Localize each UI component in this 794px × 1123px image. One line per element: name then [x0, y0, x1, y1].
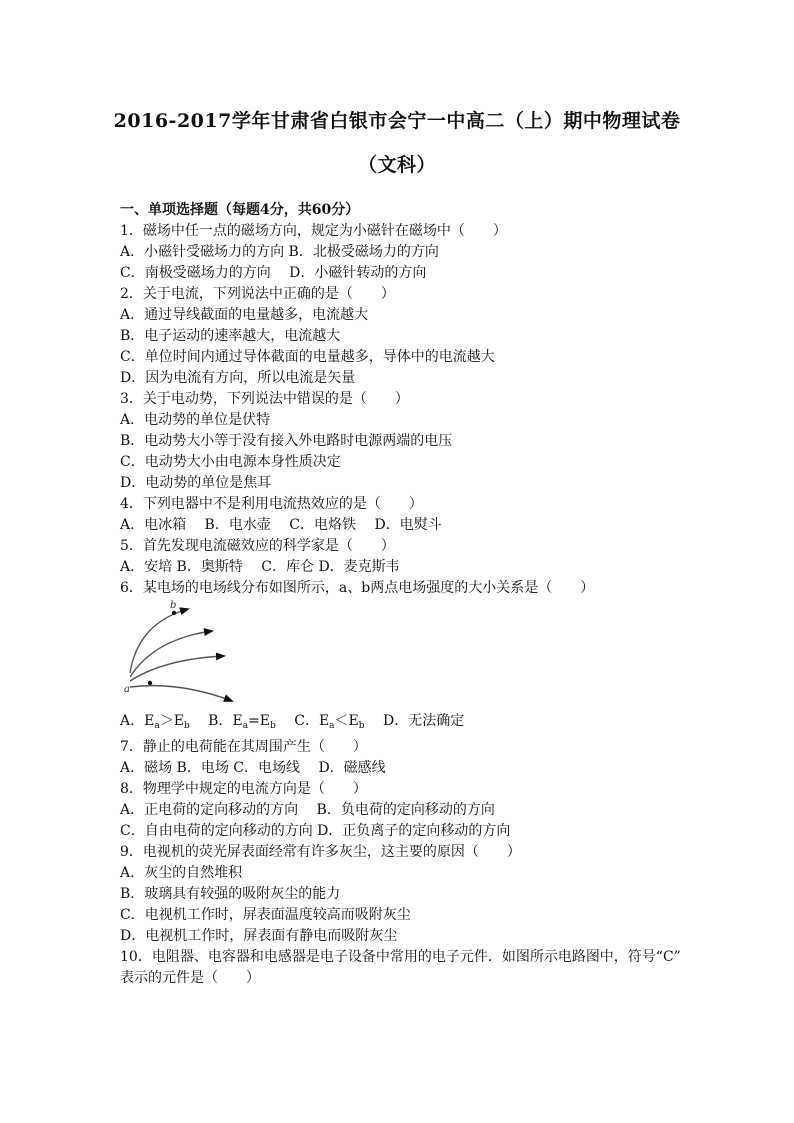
field-line-4 — [130, 686, 232, 701]
section-heading: 一、单项选择题（每题4分，共60分） — [120, 202, 360, 218]
question-4-options: A．电冰箱 B．电水壶 C．电烙铁 D．电熨斗 — [120, 517, 442, 533]
question-7-options: A．磁场 B．电场 C．电场线 D．磁感线 — [120, 760, 386, 776]
question-9-option-d: D．电视机工作时，屏表面有静电而吸附灰尘 — [120, 928, 398, 944]
question-3-option-b: B．电动势大小等于没有接入外电路时电源两端的电压 — [120, 433, 453, 449]
question-9-option-c: C．电视机工作时，屏表面温度较高而吸附灰尘 — [120, 907, 411, 923]
question-2-option-b: B．电子运动的速率越大，电流越大 — [120, 328, 341, 344]
exam-title: 2016-2017学年甘肃省白银市会宁一中高二（上）期中物理试卷 — [113, 110, 681, 132]
question-6-option-d: D．无法确定 — [383, 713, 465, 729]
question-9-stem: 9．电视机的荧光屏表面经常有许多灰尘，这主要的原因（ ） — [120, 844, 521, 860]
question-8-option-ab: A．正电荷的定向移动的方向 B．负电荷的定向移动的方向 — [120, 802, 495, 818]
question-9-option-b: B．玻璃具有较强的吸附灰尘的能力 — [120, 886, 341, 902]
question-3-option-c: C．电动势大小由电源本身性质决定 — [120, 454, 341, 470]
question-1-option-ab: A．小磁针受磁场力的方向 B．北极受磁场力的方向 — [120, 244, 439, 260]
question-3-stem: 3．关于电动势，下列说法中错误的是（ ） — [120, 391, 409, 407]
question-1-option-cd: C．南极受磁场力的方向 D．小磁针转动的方向 — [120, 265, 427, 281]
field-line-2 — [130, 631, 212, 677]
exam-content — [120, 200, 700, 989]
question-6-option-a: A．$E_a>E_b$ — [120, 713, 190, 731]
question-6-option-b: B．$E_a=E_b$ — [208, 713, 276, 731]
point-a-label: a — [124, 684, 130, 695]
question-2-option-a: A．通过导线截面的电量越多，电流越大 — [120, 307, 369, 323]
point-b-label: b — [170, 600, 177, 611]
field-line-1 — [130, 609, 188, 673]
question-3-option-d: D．电动势的单位是焦耳 — [120, 475, 272, 491]
question-6-stem: 6．某电场的电场线分布如图所示，a、b两点电场强度的大小关系是（ ） — [120, 580, 595, 596]
question-6-options — [120, 711, 700, 737]
question-1-stem: 1．磁场中任一点的磁场方向，规定为小磁针在磁场中（ ） — [120, 223, 507, 239]
question-4-stem: 4．下列电器中不是利用电流热效应的是（ ） — [120, 496, 423, 512]
question-2-option-c: C．单位时间内通过导体截面的电量越多，导体中的电流越大 — [120, 349, 495, 365]
question-8-stem: 8．物理学中规定的电流方向是（ ） — [120, 781, 367, 797]
question-7-stem: 7．静止的电荷能在其周围产生（ ） — [120, 739, 367, 755]
question-6-option-c: C．$E_a<E_b$ — [294, 713, 365, 731]
question-9-option-a: A．灰尘的自然堆积 — [120, 865, 243, 881]
question-3-option-a: A．电动势的单位是伏特 — [120, 412, 271, 428]
question-2-option-d: D．因为电流有方向，所以电流是矢量 — [120, 370, 356, 386]
exam-subtitle: （文科） — [357, 154, 436, 176]
question-5-options: A．安培 B．奥斯特 C．库仑 D．麦克斯韦 — [120, 559, 400, 575]
question-2-stem: 2．关于电流，下列说法中正确的是（ ） — [120, 286, 395, 302]
question-8-option-cd: C．自由电荷的定向移动的方向 D．正负离子的定向移动的方向 — [120, 823, 511, 839]
question-5-stem: 5．首先发现电流磁效应的科学家是（ ） — [120, 538, 395, 554]
electric-field-lines-figure — [124, 601, 254, 711]
question-10-stem: 10．电阻器、电容器和电感器是电子设备中常用的电子元件．如图所示电路图中，符号“C” — [120, 949, 681, 965]
field-lines-diagram — [124, 601, 254, 711]
question-10-stem-continued: 表示的元件是（ ） — [120, 970, 260, 986]
point-a-marker — [148, 681, 152, 685]
